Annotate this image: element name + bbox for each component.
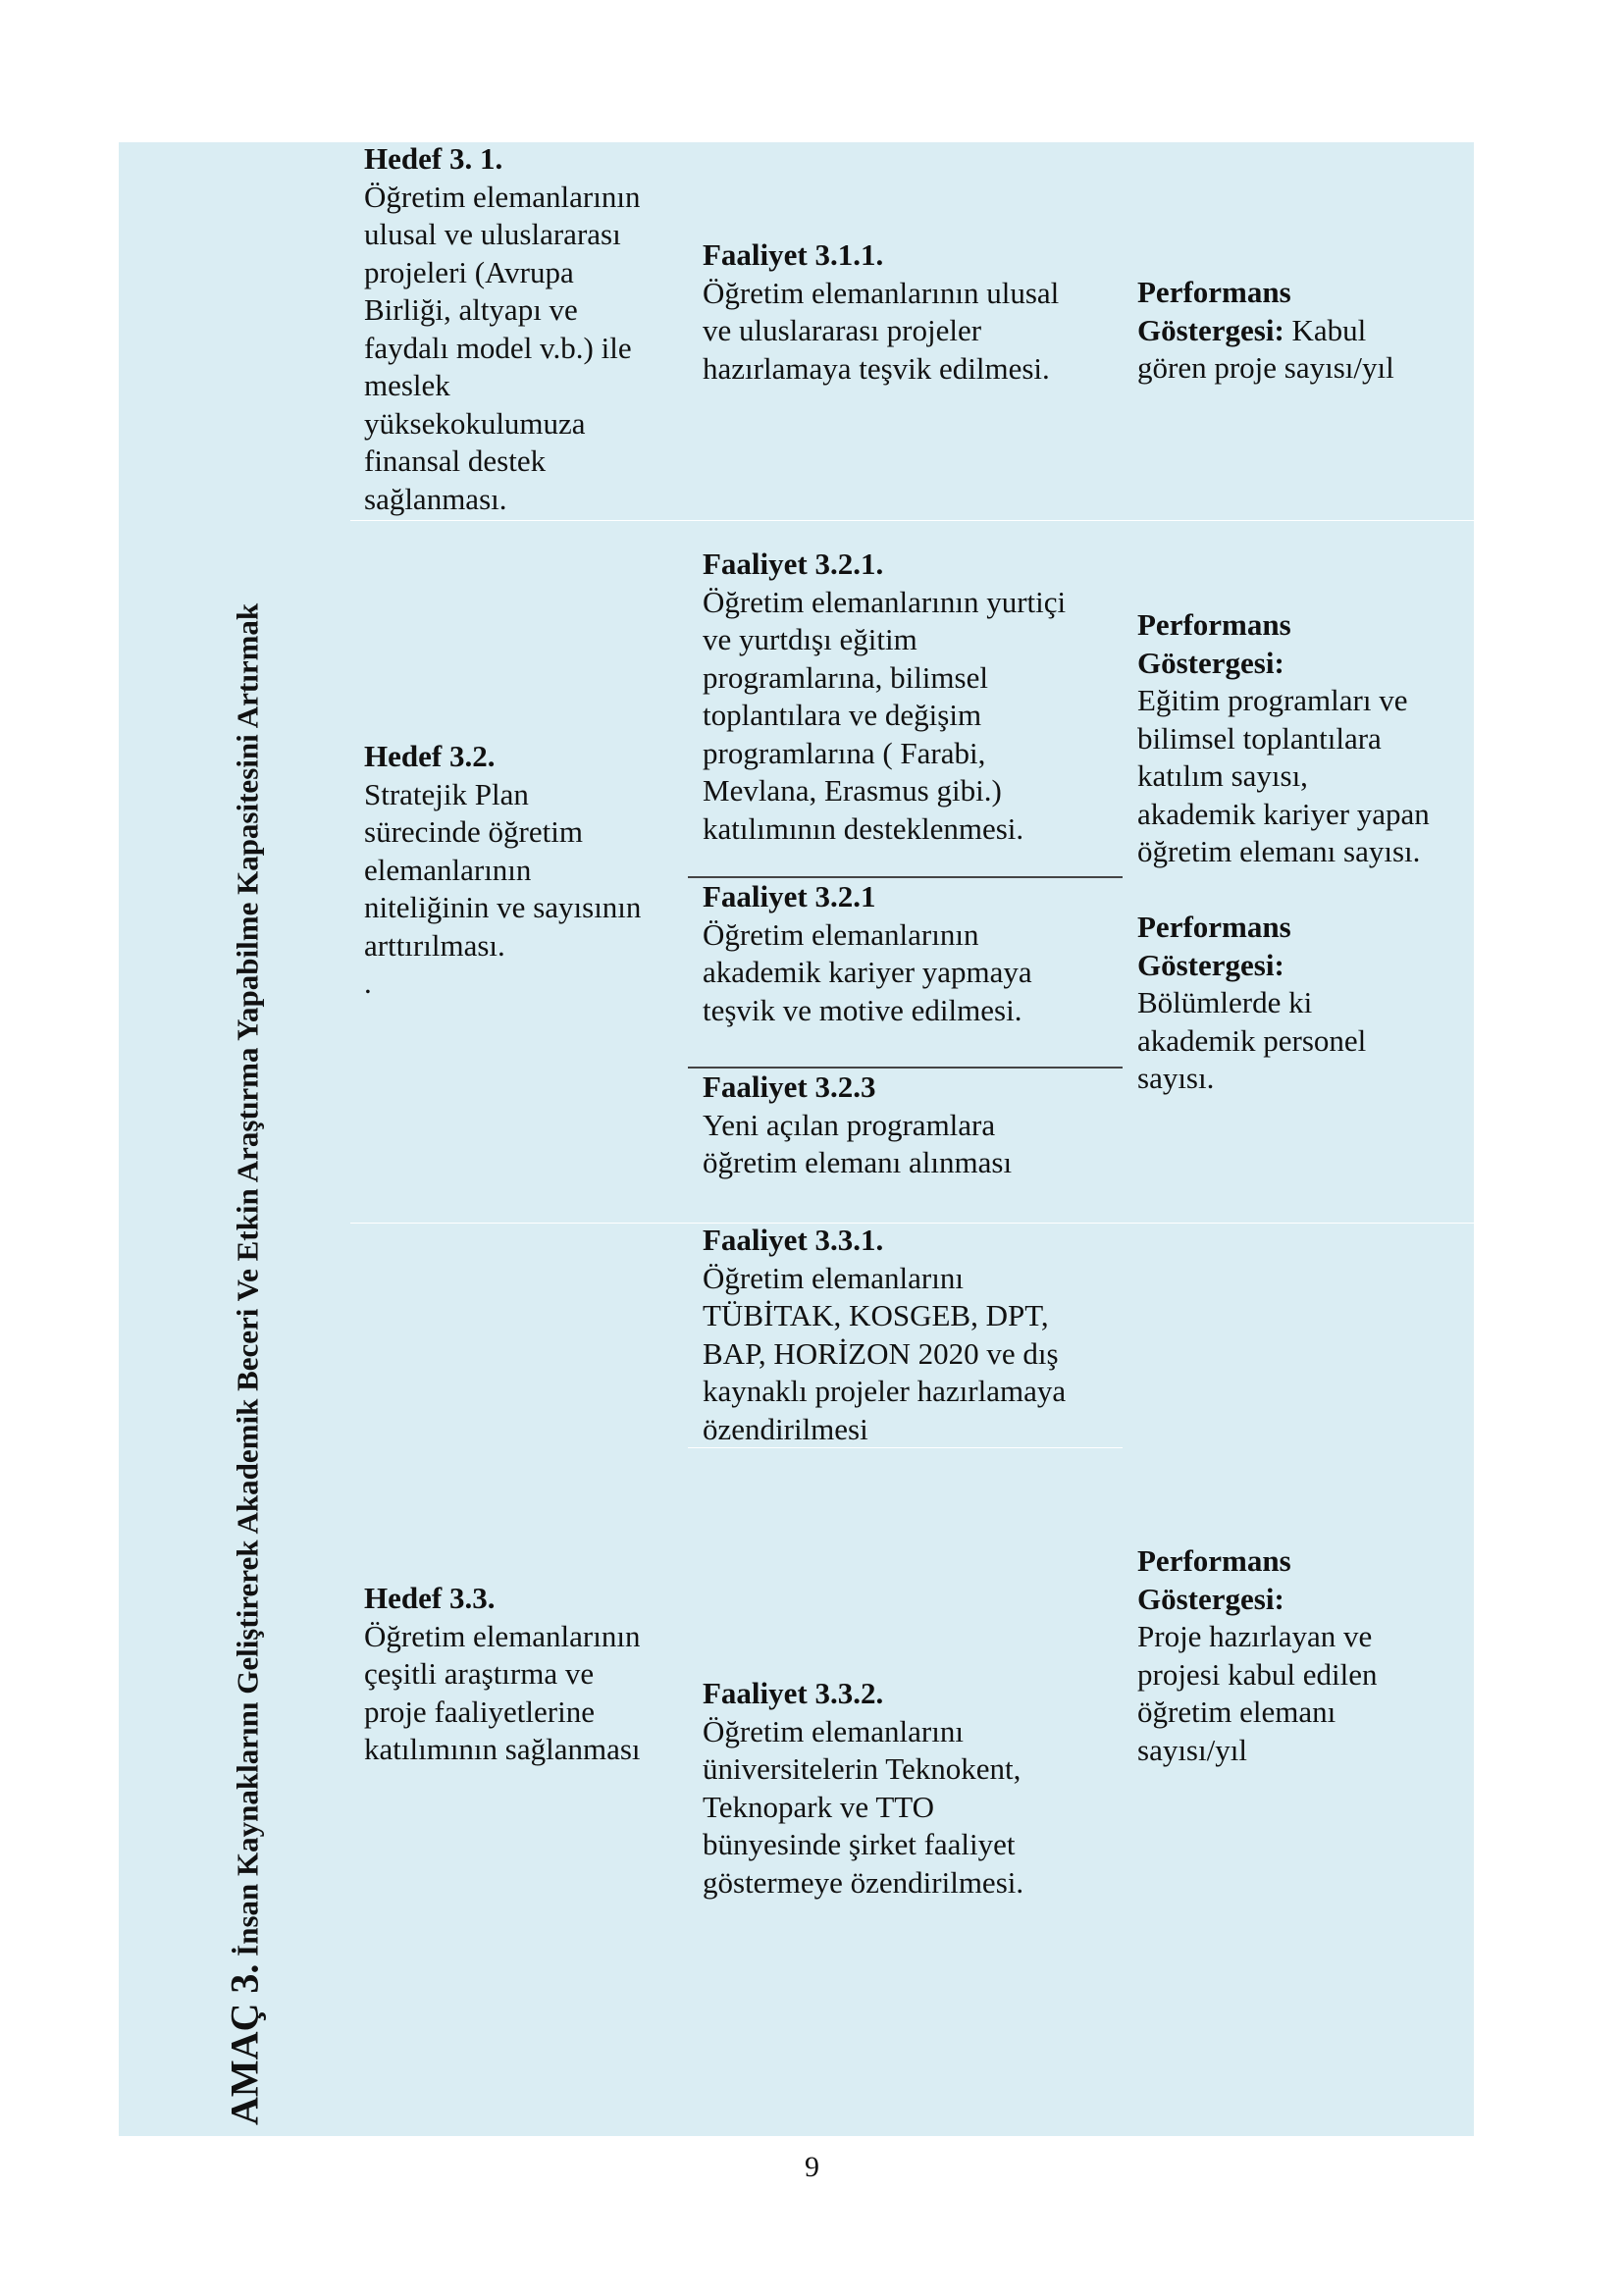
activity-line: bünyesinde şirket faaliyet bbox=[703, 1827, 1016, 1861]
activity-line: toplantılara ve değişim bbox=[703, 698, 982, 732]
activity-line: kaynaklı projeler hazırlamaya bbox=[703, 1374, 1067, 1408]
indicator-line: bilimsel toplantılara bbox=[1137, 720, 1382, 756]
activity-3-3-2 bbox=[703, 1675, 1125, 1902]
indicator-label: Göstergesi: bbox=[1137, 645, 1284, 680]
indicator-label: Performans bbox=[1137, 910, 1291, 944]
indicator-label: Göstergesi: bbox=[1137, 1581, 1284, 1616]
target-line: meslek bbox=[364, 368, 450, 402]
activity-line: Öğretim elemanlarının yurtiçi bbox=[703, 584, 1067, 619]
indicator-line: katılım sayısı, bbox=[1137, 758, 1308, 793]
activity-3-3-1 bbox=[703, 1222, 1125, 1448]
indicator-label: Performans bbox=[1137, 1543, 1291, 1578]
activity-line: Öğretim elemanlarını bbox=[703, 1260, 964, 1295]
target-line: arttırılması. bbox=[364, 927, 505, 963]
activity-line: ve yurtdışı eğitim bbox=[703, 622, 917, 656]
activity-line: teşvik ve motive edilmesi. bbox=[703, 992, 1022, 1027]
indicator-label: Performans bbox=[1137, 275, 1291, 309]
indicator-label: Performans bbox=[1137, 607, 1291, 642]
target-line: faydalı model v.b.) ile bbox=[364, 330, 632, 365]
activity-line: öğretim elemanı alınması bbox=[703, 1145, 1013, 1179]
row-divider bbox=[350, 520, 1474, 521]
indicator-line: projesi kabul edilen bbox=[1137, 1656, 1378, 1692]
target-line: niteliğinin ve sayısının bbox=[364, 890, 642, 924]
activity-line: Öğretim elemanlarını bbox=[703, 1713, 964, 1748]
indicator-line: sayısı/yıl bbox=[1137, 1732, 1247, 1767]
target-line: Birliği, altyapı ve bbox=[364, 292, 578, 327]
goal-title bbox=[222, 153, 268, 2125]
activity-title: Faaliyet 3.2.1 bbox=[703, 879, 876, 913]
target-line: yüksekokulumuza bbox=[364, 405, 586, 441]
target-line: . bbox=[364, 965, 372, 1000]
activity-line: Öğretim elemanlarının bbox=[703, 916, 979, 952]
goal-text: İnsan Kaynaklarını Geliştirerek Akademik Beceri Ve Etkin Araştırma Yapabilme Kapasitesini Artırmak bbox=[230, 602, 265, 1956]
activity-3-1-1 bbox=[703, 236, 1125, 388]
target-line: finansal destek bbox=[364, 443, 547, 478]
indicator-line: akademik kariyer yapan bbox=[1137, 796, 1430, 831]
indicator-line: Bölümlerde ki bbox=[1137, 985, 1313, 1019]
activity-line: Öğretim elemanlarının ulusal bbox=[703, 275, 1060, 310]
target-title: Hedef 3.3. bbox=[364, 1581, 496, 1615]
target-line: katılımının sağlanması bbox=[364, 1732, 641, 1766]
indicator-3 bbox=[1137, 909, 1471, 1098]
activity-3-2-3 bbox=[703, 1069, 1125, 1182]
indicator-line: Proje hazırlayan ve bbox=[1137, 1619, 1373, 1653]
activity-3-2-1-b bbox=[703, 878, 1125, 1029]
activity-line: ve uluslararası projeler bbox=[703, 313, 982, 347]
activity-line: akademik kariyer yapmaya bbox=[703, 955, 1032, 989]
indicator-line: Kabul bbox=[1283, 312, 1367, 347]
indicator-line: sayısı. bbox=[1137, 1061, 1215, 1095]
target-line: çeşitli araştırma ve bbox=[364, 1656, 595, 1691]
indicator-line: öğretim elemanı sayısı. bbox=[1137, 834, 1421, 868]
indicator-label: Göstergesi: bbox=[1137, 947, 1284, 982]
indicator-label: Göstergesi: bbox=[1137, 312, 1284, 347]
target-line: ulusal ve uluslararası bbox=[364, 217, 621, 251]
indicator-line: öğretim elemanı bbox=[1137, 1695, 1336, 1729]
target-line: Stratejik Plan bbox=[364, 776, 529, 811]
target-line: elemanlarının bbox=[364, 852, 532, 887]
page-number: 9 bbox=[805, 2151, 819, 2183]
activity-line: programlarına, bilimsel bbox=[703, 659, 988, 695]
target-3-3 bbox=[364, 1580, 678, 1769]
goal-label: AMAÇ 3. bbox=[222, 1963, 267, 2125]
activity-title: Faaliyet 3.3.2. bbox=[703, 1676, 884, 1710]
target-3-2 bbox=[364, 738, 678, 1003]
target-title: Hedef 3.2. bbox=[364, 739, 496, 773]
activity-line: göstermeye özendirilmesi. bbox=[703, 1864, 1024, 1900]
indicator-line: gören proje sayısı/yıl bbox=[1137, 350, 1394, 385]
activity-title: Faaliyet 3.2.3 bbox=[703, 1069, 876, 1104]
activity-line: BAP, HORİZON 2020 ve dış bbox=[703, 1335, 1059, 1371]
target-line: sağlanması. bbox=[364, 481, 507, 516]
activity-line: üniversitelerin Teknokent, bbox=[703, 1751, 1022, 1786]
activity-title: Faaliyet 3.1.1. bbox=[703, 237, 884, 272]
goal-column bbox=[119, 142, 350, 2136]
activity-line: Yeni açılan programlara bbox=[703, 1107, 996, 1142]
activity-line: hazırlamaya teşvik edilmesi. bbox=[703, 350, 1050, 386]
activity-line: özendirilmesi bbox=[703, 1411, 868, 1446]
activity-line: programlarına ( Farabi, bbox=[703, 735, 986, 770]
activity-3-2-1 bbox=[703, 546, 1125, 848]
target-line: Öğretim elemanlarının bbox=[364, 1618, 641, 1653]
activity-line: Teknopark ve TTO bbox=[703, 1789, 935, 1824]
goal-table bbox=[119, 142, 1474, 2136]
activity-title: Faaliyet 3.3.1. bbox=[703, 1223, 884, 1257]
target-line: proje faaliyetlerine bbox=[364, 1694, 595, 1729]
target-line: projeleri (Avrupa bbox=[364, 254, 574, 289]
indicator-line: Eğitim programları ve bbox=[1137, 683, 1408, 717]
activity-title: Faaliyet 3.2.1. bbox=[703, 547, 884, 581]
target-3-1 bbox=[364, 140, 678, 518]
target-line: Öğretim elemanlarının bbox=[364, 179, 641, 214]
activity-line: katılımının desteklenmesi. bbox=[703, 810, 1024, 846]
indicator-2 bbox=[1137, 606, 1471, 871]
activity-line: TÜBİTAK, KOSGEB, DPT, bbox=[703, 1298, 1049, 1332]
activity-line: Mevlana, Erasmus gibi.) bbox=[703, 773, 1002, 808]
indicator-line: akademik personel bbox=[1137, 1022, 1367, 1058]
indicator-4 bbox=[1137, 1542, 1471, 1769]
indicator-1 bbox=[1137, 274, 1471, 388]
target-title: Hedef 3. 1. bbox=[364, 141, 503, 176]
target-line: sürecinde öğretim bbox=[364, 814, 583, 849]
